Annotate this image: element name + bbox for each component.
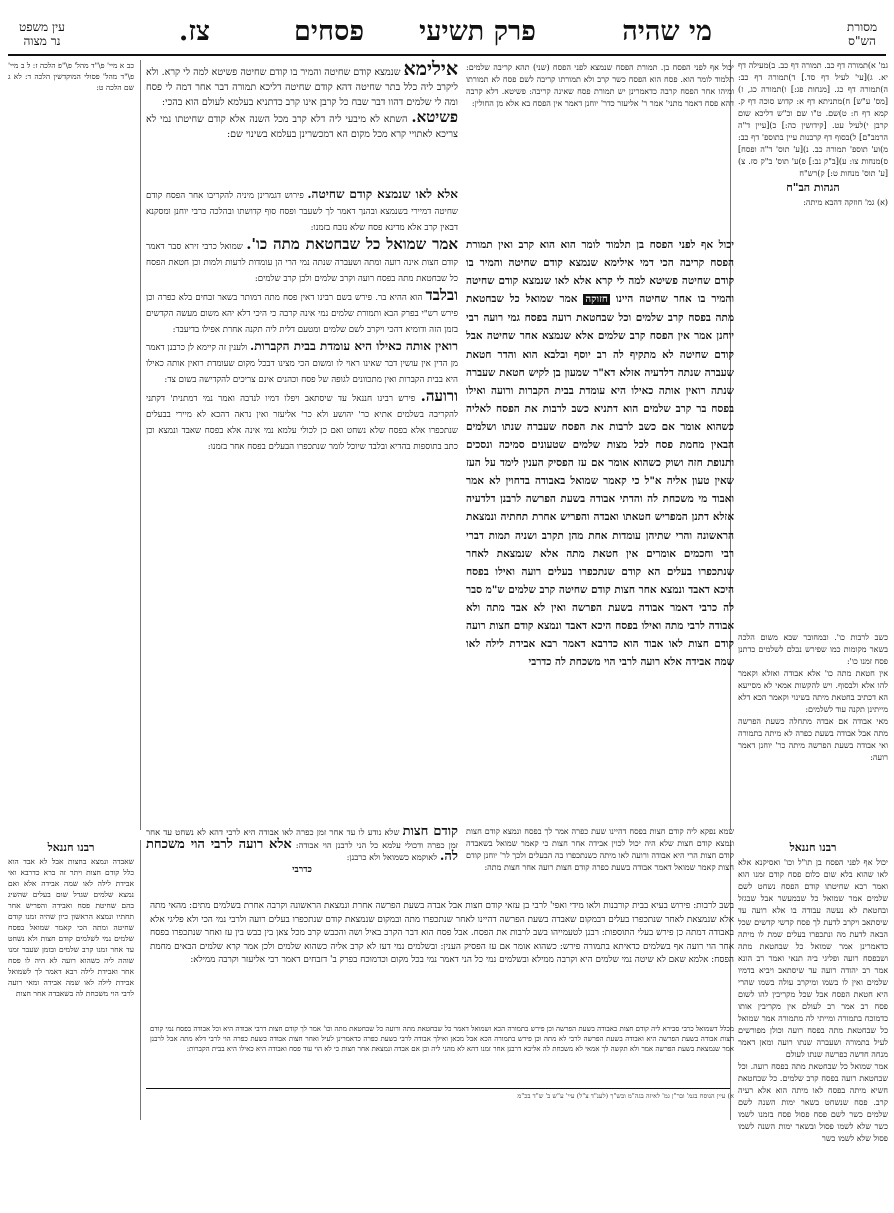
rashi-head-1: אלא לאו שנמצא קודם שחיטה. [307,187,459,201]
footnote-rule [146,1088,730,1089]
rashi-text-4: ולענין זה קיימא לן כרבנן דאמר מן הדין אין עושין דבר שאינו ראוי לו ומשום הכי מצינו דבכל מקום שעומדת רואין אותה כאילו היא בבית הקברות ואין מתכוונים לגופה של פסח וכהנים אינם צריכים להקדישה בשום צד: [146,343,458,385]
masoret-hashas-column [738,60,888,630]
rashi-head-3: ובלבד [425,286,458,304]
tosafot-mid-text-3: מאי אבודה אם אבדה מתחלה כשעת הפרשה מתה אבל אבודה בשעת כפרה לא מיתה בתמורה ואי אבודה בשעת הפרשה מיתה כר' יוחנן דאמר רועה: [738,717,888,762]
tosafot-mid-text-2: אין חטאת מתה כו' אלא אבודה ואזלא וקאמר להו אלא ולבסוף. ויש להקשות אמאי לא מסייעא הא דכתיב בחטאת מיתה בשינוי וקאמר הכא דלא מייתינן תקנה עוד לשלמים: [738,669,888,714]
rashi-left-column [146,186,458,826]
rashi-bottom-text: בשב לרבות: פירוש בעיא בבית קורבנות ולאו מידי ואפי' לרבי בן עזאי קודם חצות אבל אבדה בשעת הפרשה אחרת ונמצאת הראשונה וקרבה אחרת בשלמים מתים: מהאי מתה אלא שנמצאת לאחר שנתכפרו בעלים דבמקום שאבדה בשעת הפרשה דהיינו לאחר שנתכפרו מתה ובמקום שנמצאת קודם שנתכפרו בעלים רועה ולרבי נמי הכי ולא פליגי אלא באבודה דמתה כן פירש בעלי התוספות: רבנן לטעמייהו בשב לרבות את הפסח. אבל פסח הוא דבר הקרב באיל ושה והכבש קרב מכל צאן בין כבש בין עז ואחר שנתכפרו בפסח אחר הוי רועה אף בשלמים כדאיתא בתמורה פירש: כשהוא אומר אם עז הפסיק הענין: ובשלמים נמי דעז לא קרב אליה כשהוא שלמים ולכן אמר קרא שלמים הבאים מחמת הפסח: אלמא שאם לא שיטה נמי שלמים היא וקרבה ממילא ובשלמים נמי כל הני דאמר נמי בכל מקום וכדמוכח בפרק ב' דזבחים דאמר רבי אליעזר וקרבה ממילא: [150,901,734,966]
daf-number: צז. [178,16,210,47]
bottom-wide-commentary [150,900,734,1020]
rashi-lower-block [146,826,458,896]
masoret-hashas-label: מסורת הש"ס [846,20,878,48]
rabbenu-text: יכול אף לפני הפסח בן תו"ל וכו' ואסיקנא אלא לאו שהוא בלא שום כלום פסח קודם זמנו הוא ואמר רבא שחיטתו קודם הפסח נשחט לשם שלמים אמר שמואל כל שבמעשר אבל שבגזל ובחטאת לא נעשה עבודה בו אלא רועה עד שיסתאב ויקרב לדעת לך פסח קדשי קדשים שכל הבאה לדעת מה ונתכפרו בעלים שמת לו מיתה כדאמרינן אמר שמואל כל שבחטאת מתה ושבפסח רועה ופליגי ביה תנאי ואמר רב הונא אמר רב יהודה רועה עד שיסתאב ויביא בדמיו שלמים ואין לו בשמו ומיקרב עולה בשמו שהרי היא חטאת הפסח אבל שכל מקריבין להו לשום פסח רב אמר רב לעולם אין מקריבין אותו כדמוכח בתמורה ומייתי לה מתמורה אמר שמואל כל שבחטאת מתה בפסח רועה וכולן מפורשים לעיל בתמורה ושעברה שנתו רועה ומאן דאמר מנחה חדשה כפרשה שנתו לעולם [738,858,888,1059]
rashi-head-5: ורועה. [420,387,458,405]
tosafot-continued [466,826,734,896]
gemara-top-text-2: השתא לא מיבעי ליה דלא קרב מכל השנה אלא קודם שחיטתו נמי לא צריכא לאתויי קרא מכל מקום הא דמכשרינן בעלמא בשינוי שם: [146,114,458,140]
rashi-text-3: הוא ההיא בר. פירש בשם רבינו דאין פסח מתה דמותר בשאר זבחים בלא כפרה וכן פירש רש"י בפרק הבא ותמורת שלמים נמי אינה קרבה כי היכי דלא יהא משום מעשה הקדשים בזמן הזה ודומיא דהכי ויקרב לשם שלמים ומטעם דלית ליה תקנה אחרת אפילו בדיעבד: [146,293,458,335]
gemara-lead-word: אילימא [403,58,459,80]
rabbenu-text-2: אמר שמואל כל שבחטאת מתה בפסח רועה. וכל שבחטאת רועה בפסח קרב שלמים. כל שבחטאת חשיא מיתה בפסח לאו מיתה הוא אלא רעיה קרב. פסח שנשחט בשאר ימות השנה לשם שלמים כשר לשם פסח פסול פסח בזמנו לשמו כשר שלא לשמו פסול ובשאר ימות השנה לשמו פסול שלא לשמו כשר [738,1062,888,1143]
column-divider [140,60,141,830]
masoret-text: גמ' א)תמורה דף כב. תמורה דף כב. ב)מעילה דף יא. ג)[עי' לעיל דף סד.] ד)תמורה דף כב: ה)תמורה דף כג. [מנחות פג:] ו)תמורה כג, ז)[מס' ע"ש] ח)מתניתא דף א: קדוש סוכה דף ק. קמא דף ח: ט)שם. ט"ו שם וכ"ש דליכא שום קרבן י)לעיל עט. [קידושין כה:] כ)[עיין ד"ה הרמב"ם] ל)בסוף דף קרבנות עיין בתוספ' דף כב: מ)וע' תוספ' תמורה כב. נ)[ע' תוס' ד"ה ופסח] ס)מנחות צו: ע)[ב"ק נב:] פ)ע' תוס' ב"ק סז. צ)[ע' תוס' מנחות ט:] ק)רש"ח [738,61,888,178]
rabbenu-left-title: רבנו חננאל [47,841,95,854]
footnote: א) עיין הנוסח בגמ' ובר"ן גמ' לאיזה בגה"מ ובש"ך (לענ"ד צ"ל) עיי' ע"ש ב' ש"ד בכ"מ [517,1092,734,1100]
ein-mishpat-text: כב א מיי' פ\"ד מהל' פ\"פ הלכה ז: ל ב מיי' פ\"ד מהל' פסולי המוקדשין הלכה ד: לא ג שם הלכה ט: [8,61,134,92]
rashi-head-4: רואין אותה כאילו היא עומדת בבית הקברות. [250,339,458,353]
rabbenu-chananel-right [738,840,888,1143]
rashi-text-5: פירש רבינו חננאל עד שיסתאב ויפלו דמיו לנדבה ואמר נמי דמתנית' דקתני להקריבה בשלמים אתיא כר' יהושע ולא כר' אליעזר ואין נראה דהכא לא מיירי בבעלים שנתכפרו אלא בפסח שלא נשחט ואם כן לכולי עלמא נמי אינה אלא בפסח שאבד ונמצא וכן כתב בתוספות בהדיא ובלבד שיוכל לומר שנתכפרו הבעלים בפסח אחר בזמנו: [146,394,458,452]
rabbenu-left-text: שאבדה ונמצא בחצות אבל לא אבד הוא כלל קודם חצות ויתר זה ברא כדרבא ואי אבידת לילה לאו שמה אבידה אלא ואם נמצא שלמים שגדל שום בעלים שהשיג בהם שחיטת פסח ואבידה והפריש אחר תחתיו ונמצא הראשון כיון שהיה זמנו קודם שחיטה ומתה הכי קאמר שמואל בפסח שלמים נמי לשלמים קודם חצות ולא נשחט עד אחר זמנו קרב שלמים ובזמן שעבר זמנו שוהה ליה כשהוא רועה לא היה לו פסח אחר ואבידת לילה רבא דאמר לך לשמואל אבידת לילה לאו שמה אבידה ומאי רועה לרבי הוי משכחת לה בשאבדה אחר חצות [8,857,134,998]
bottom-small-print [150,1024,734,1084]
rashi-lower-head: קודם חצות [402,824,458,839]
tractate-chapter-title: מי שהיה [622,16,712,47]
rabbenu-chananel-left [8,840,134,1130]
gemara-text-b: אמר שמואל כל שבחטאת מתה בפסח קרב שלמים וכל שבחטאת רועה בפסח גמי רועה רבי יוחנן אמר אין הפסח קרב שלמים אלא שנמצא אחר שחיטה אבל קודם שחיטה לא מתקיף לה רב יוסף ובלבא הוא והדר חטאת שעברה שנתה דלדעיה אזלא דא"ר שמעון בן לקיש חטאת שעברה שנתה רואין אותה כאילו היא עומדת בבית הקברות ורועה ואילו בפסח בר קרב שלמים הוא דתניא כשב לרבות את הפסח לאליה כשהוא אומר אם כשב לרבות את הפסח שעברה שנתו ושלמים הבאין מחמת פסח לכל מצות שלמים שטעונים סמיכה ונסכים ותנופת חזה ושוק כשהוא אומר אם עז הפסיק הענין לימד על העז שאין טעון אליה א"ל כי קאמר שמואל באבודה בדחוין לא אמר ואבוד מי משכחת לה והדתי אבודה בשעת הפרשה לרבנן דלדעיה אזלא דתנן המפריש חטאתו ואבדה והפריש אחרת תחתיה ונמצאת הראשונה והרי שתיהן עומדות אחת מהן תקרב ושניה תמות דברי רבי וחכמים אומרים אין חטאת מתה אלא שנמצאת לאחר שנתכפרו בעלים הא קודם שנתכפרו בעלים רועה ואילו בפסח היכא דאבד ונמצא אחר חצות קודם שחיטה קרב שלמים ש"מ סבר לה כרבי דאמר אבודה בשעת הפרשה ואין לא אבד מתה ולא אבודה לרבי מתה ואילו בפסח היכא דאבד ונמצא קודם חצות רועה קודם חצות לאו אבוד הוא כדרבא דאמר רבא אבידת לילה לאו שמה אבידה אלא רועה לרבי הוי משכחת לה כדרבי [466,293,734,669]
rashi-head-2: אמר שמואל כל שבחטאת מתה כו'. [246,235,459,253]
gemara-lead-word-2: פשיטא. [411,108,458,126]
rashi-end-word: כדרבי [292,864,312,875]
tosafot-top [466,62,734,232]
rashi-text-2: שמואל כרבי זירא סבר דאמר קודם חצות אינה רועה ומתה ושעברה שנתה נמי הרי הן עומדות לרעות ולמות וכן חטאת הפסח כל שבחטאת מתה בפסח רועה וקרב שלמים ולכן קרב שלמים: [146,242,458,284]
rashi-lower-text: שלא נודע לו עד אחר זמן כפרה לאו אבודה היא לרבי דהא לא נשחט עד אחר זמן כפרה ודכולי עלמא כל הני לרבנן הוי אבודה: [146,827,459,850]
tosafot-continued-text: שמא נפקא ליה קודם חצות בפסח דהיינו שעת כפרה אמר לך בפסח ונמצא קודם חצות ונמצא קודם חצות שלא היה יכול לכוין אבידה אחר חצות כי קאמר שמואל בשאבדה קודם חצות הרי היא אבודה ורועה לאו מיתה כשנתכפרו בה הבעלים ולכך לר' יוחנן קודם חצות קאמר שמואל דאמר אבודה בשעת כפרה קודם חצות רועה אחר חצות מתה: [466,827,734,872]
tractate-name: פסחים [294,16,364,47]
column-divider [140,840,141,1120]
gemara-main-column [466,236,734,821]
haggahot-title: הגהות הב"ח [786,181,840,194]
rashi-lower-head-2: אלא רועה לרבי הוי משכחת לה. [146,836,458,864]
gemara-text: יכול אף לפני הפסח בן תלמוד לומר הוא הוא קרב ואין תמורת הפסח קריבה הכי דמי אילימא שנמצא קודם שחיטה והמיר בו קודם שחיטה פשיטא למה לי קרא אלא לאו שנמצא קודם שחיטה והמיר בו אחר שחיטה היינו [466,239,734,306]
rashi-lower-text-3: לאוקמא כשמואל ולא כרבנן: [346,852,438,862]
rashi-text-1: פירוש דגמרינן מיניה להקריבו אחר הפסח קודם שחיטה דמיירי בשנמצא ובהנך דאמר לך לשעבר ופסח סוף קדושתו ובהלכה כרבי יוחנן ומסקנא דבאין קרב אלא מדינא פסח שלא נזבח בזמנו: [146,191,458,233]
tosafot-mid-text: כשב לרבות כו'. ובמחובר שבא משום הלכה בשאר מקומות כמו שפירש נבלם לשלמים כדתנן פסח זמנו כו': [738,633,888,666]
header-rule [8,54,886,56]
page-header [0,8,894,52]
bottom-small-print-text: מכלל דשמואל כרבי סבירא ליה קודם חצות כאבודה בשעת הפרשה וכן פירש בתמורה הכא ושמואל דאמר כל שבחטאת מתה ורועה כל שבחטאת מתה וכו' אמר לך קודם חצות דרבי אבודה היא וכל אבודה בפסח נמי קודם חצות אבודה בשעת הפרשה היא ואבודה בשעת הפרשה לרבי לא מתה וכן פירש בתמורה הכא אבל מכאן ואילך אבודה לרבי בשעת כפרה כדאמרינן לעיל ואחר חצות אבודה בשעת כפרה הוי לרבי דלא מתה אבל לרבנן אמר שנמצאת בשעת הפרשה אמר ולא תקשה לך אמאי לא משכחת לה אליבא דרבנן אחר זמנו דהא לא מהני ליה וכן אם אבדה ונמצאת אחר חצות כי לא הוי עוד פסח ואבודה היא כאילו היא בבית הקברות: [150,1025,734,1053]
tosafot-top-text: יכול אף לפני הפסח בן. תמורת הפסח שנמצא לפני הפסח (שני) תהא קריבה שלמים: תלמוד לומר הוא. פסח הוא הפסח כשר קרב ולא תמורתו קריבה לשם פסח לא תמורתו ומיהו אחר הפסח קרבה כדאמרינן יש תמורת פסח שאינה קריבה: פשיטא. דלא קרבה דהא פסח דאמר מתני' אמר ר' אליעזר כדר' יוחנן דאמר אין הפסח בא אלא מן החולין: [466,63,734,108]
gemara-boxed-word: חזוקה [585,294,608,306]
gemara-top-left [146,58,459,182]
gemara-top-text: שנמצא קודם שחיטה והמיר בו קודם שחיטה פשיטא למה לי קרא. ולא ליקרב ליה כלל בתר שחיטה דהא קודם שחיטה דליכא תמורה דבר אחר דמה לי פסח ומה לי שלמים דהוו דבר שבח כל קרבן אינו קרב כדתניא בעלמא לעולם הוא בהכי: [146,67,458,108]
chapter-label: פרק תשיעי [419,16,536,47]
rabbenu-title: רבנו חננאל [789,841,837,854]
haggahot-text: (א) גמ' חוזקה דהבא מיתה: [803,198,888,207]
tosafot-mid [738,632,888,832]
ein-mishpat-label: עין משפט נר מצוה [19,20,65,48]
ein-mishpat-column [8,60,134,190]
